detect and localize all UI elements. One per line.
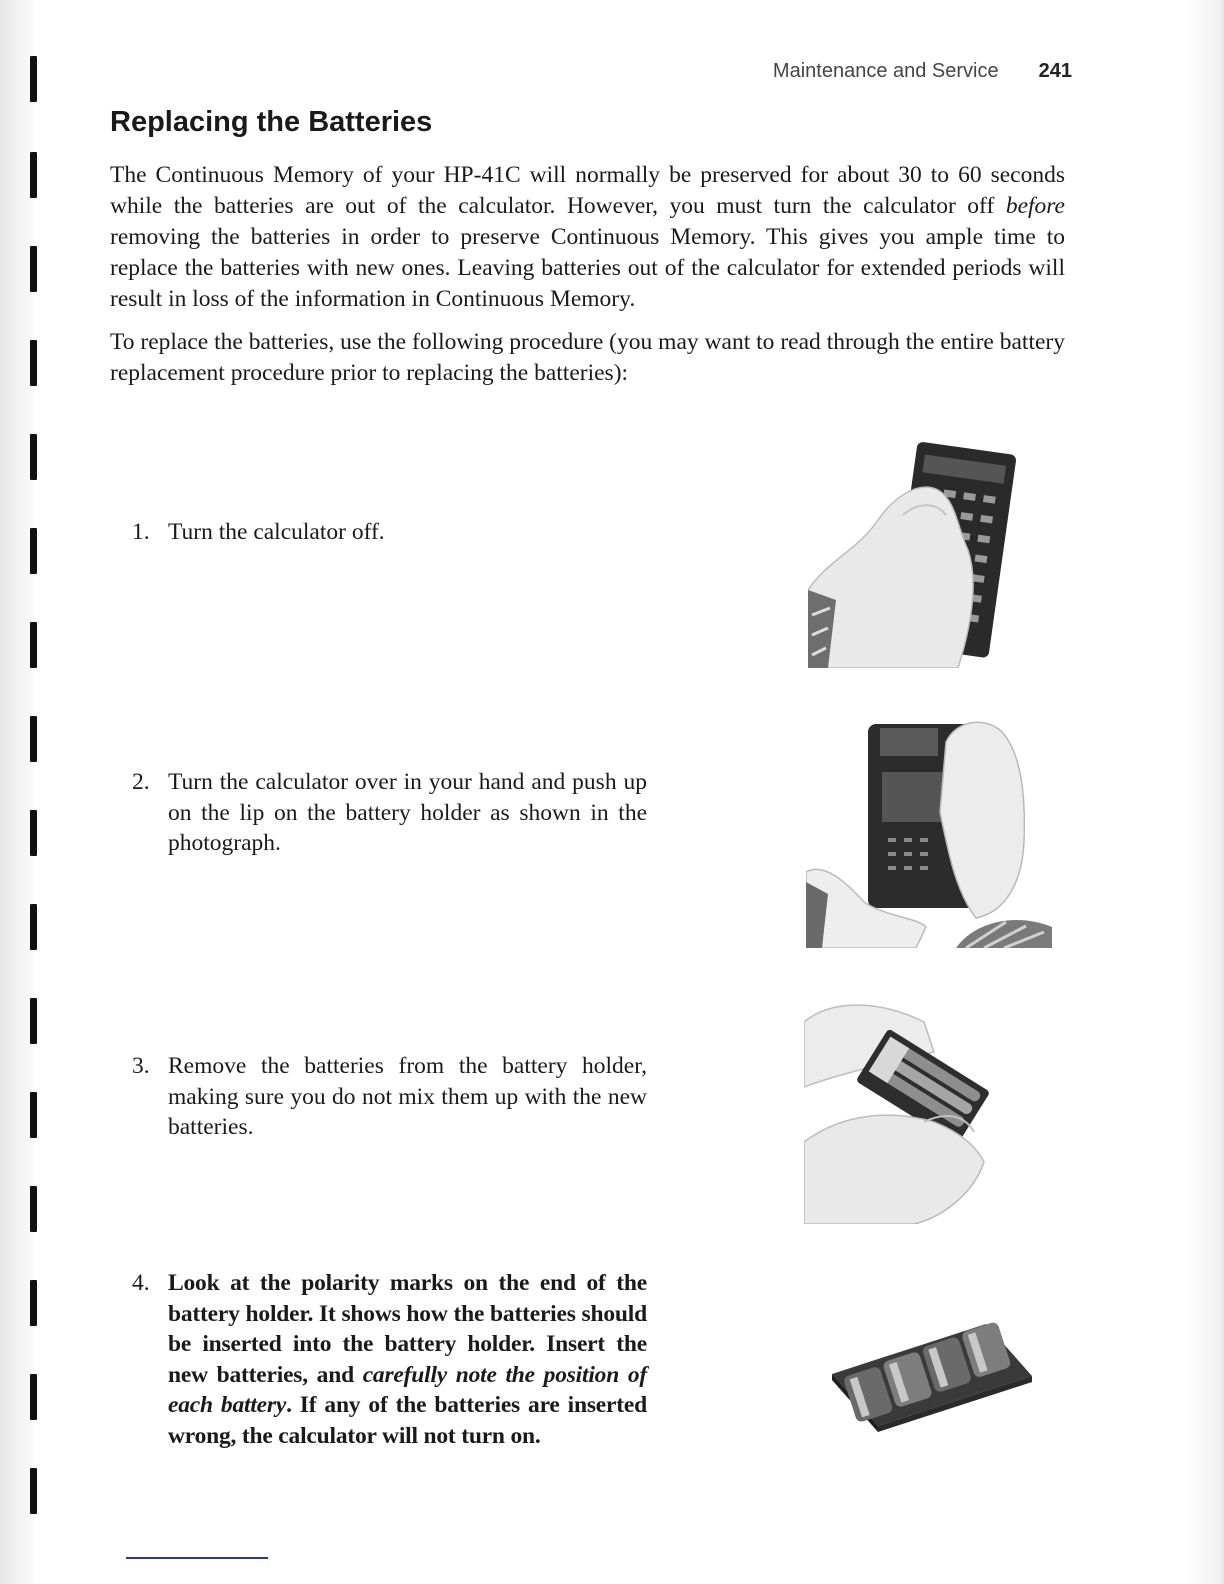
step-text: Remove the batteries from the battery holder, making sure you do not mix them up with the new batteries. (168, 1053, 647, 1140)
step-text: Turn the calculator over in your hand and push up on the lip on the battery holder as shown in the photograph. (168, 769, 647, 856)
page-title: Replacing the Batteries (110, 106, 433, 138)
step-text: Look at the polarity marks on the end of the battery holder. It shows how the batteries should be inserted into the battery holder. Insert the new batteries, and carefully note the position of each battery. If any of the batteries are inserted wrong, the calculator will not turn on. (168, 1270, 648, 1449)
page-edge (1184, 0, 1224, 1584)
photo-battery-holder-lip (806, 712, 1052, 948)
spiral-binding (0, 0, 34, 1584)
step-number: 4. (132, 1270, 150, 1296)
intro-paragraph-1: The Continuous Memory of your HP-41C will normally be preserved for about 30 to 60 seconds while the batteries are out of the calculator. However, you must turn the calculator off before removing the batteries in order to preserve Continuous Memory. This gives you ample time to replace the batteries with new ones. Leaving batteries out of the calculator for extended periods will result in loss of the information in Continuous Memory. (110, 162, 1065, 312)
section-title: Maintenance and Service (772, 60, 999, 82)
step-number: 1. (132, 519, 150, 545)
step-number: 3. (132, 1053, 150, 1079)
photo-calculator-off (808, 440, 1028, 668)
intro-paragraph-2: To replace the batteries, use the following procedure (you may want to read through the entire battery replacement procedure prior to replacing the batteries): (110, 329, 1065, 386)
footnote-rule (126, 1557, 268, 1559)
running-header (700, 60, 1072, 83)
step-3 (132, 1051, 647, 1143)
step-1 (132, 517, 647, 548)
page-number: 241 (1038, 60, 1072, 82)
step-number: 2. (132, 769, 150, 795)
step-text: Turn the calculator off. (168, 519, 385, 545)
photo-remove-batteries (804, 992, 1016, 1224)
step-4 (132, 1268, 647, 1451)
photo-battery-holder (826, 1314, 1036, 1432)
step-2 (132, 767, 647, 859)
